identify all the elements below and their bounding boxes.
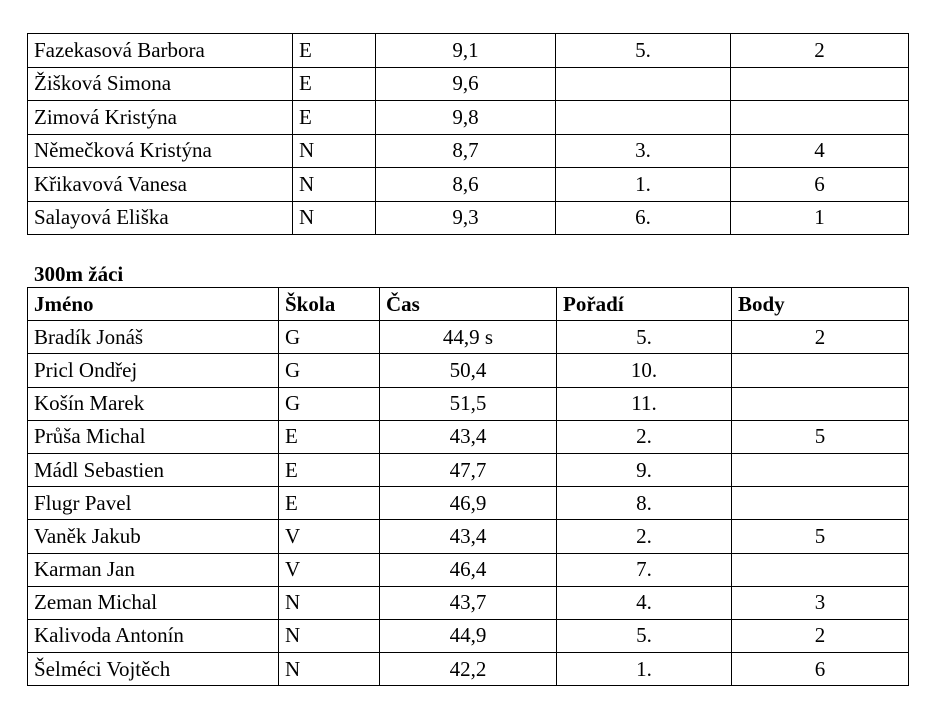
time-value: 42,2 [380,653,557,686]
table-row [28,520,909,553]
school-code: N [279,619,380,652]
table-row [28,67,909,101]
place-value: 6. [556,201,731,235]
table-row [28,619,909,652]
place-value [556,101,731,135]
table-header-row [28,288,909,321]
table-row [28,453,909,486]
school-code: N [279,653,380,686]
athlete-name: Fazekasová Barbora [28,34,293,68]
athlete-name: Zeman Michal [28,586,279,619]
results-table-300m-boys [27,287,909,686]
school-code: G [279,387,380,420]
points-value [731,101,909,135]
school-code: N [293,201,376,235]
time-value: 9,3 [376,201,556,235]
time-value: 8,6 [376,168,556,202]
school-code: E [293,101,376,135]
points-value: 3 [732,586,909,619]
place-value: 7. [557,553,732,586]
place-value: 1. [557,653,732,686]
column-header-points: Body [732,288,909,321]
place-value: 2. [557,420,732,453]
table-row [28,586,909,619]
time-value: 43,4 [380,420,557,453]
points-value: 2 [732,321,909,354]
place-value: 5. [557,619,732,652]
school-code: N [293,168,376,202]
points-value: 6 [732,653,909,686]
time-value: 44,9 [380,619,557,652]
place-value: 5. [556,34,731,68]
athlete-name: Žišková Simona [28,67,293,101]
athlete-name: Karman Jan [28,553,279,586]
time-value: 8,7 [376,134,556,168]
table-row [28,354,909,387]
table-row [28,134,909,168]
place-value: 10. [557,354,732,387]
athlete-name: Křikavová Vanesa [28,168,293,202]
place-value [556,67,731,101]
column-header-name: Jméno [28,288,279,321]
time-value: 44,9 s [380,321,557,354]
athlete-name: Bradík Jonáš [28,321,279,354]
school-code: E [293,67,376,101]
athlete-name: Pricl Ondřej [28,354,279,387]
place-value: 2. [557,520,732,553]
points-value: 2 [732,619,909,652]
table-row [28,487,909,520]
school-code: E [279,453,380,486]
athlete-name: Němečková Kristýna [28,134,293,168]
time-value: 9,1 [376,34,556,68]
points-value: 5 [732,420,909,453]
time-value: 9,6 [376,67,556,101]
points-value: 1 [731,201,909,235]
column-header-time: Čas [380,288,557,321]
points-value: 5 [732,520,909,553]
points-value [732,387,909,420]
time-value: 46,9 [380,487,557,520]
athlete-name: Mádl Sebastien [28,453,279,486]
table-row [28,101,909,135]
results-table-top [27,33,909,235]
school-code: N [293,134,376,168]
athlete-name: Flugr Pavel [28,487,279,520]
school-code: G [279,354,380,387]
points-value [732,553,909,586]
time-value: 47,7 [380,453,557,486]
athlete-name: Košín Marek [28,387,279,420]
athlete-name: Průša Michal [28,420,279,453]
table-row [28,168,909,202]
table-row [28,653,909,686]
place-value: 5. [557,321,732,354]
school-code: V [279,520,380,553]
place-value: 4. [557,586,732,619]
time-value: 43,4 [380,520,557,553]
school-code: E [279,420,380,453]
place-value: 8. [557,487,732,520]
points-value: 4 [731,134,909,168]
athlete-name: Salayová Eliška [28,201,293,235]
athlete-name: Zimová Kristýna [28,101,293,135]
section-title: 300m žáci [34,262,124,286]
place-value: 9. [557,453,732,486]
school-code: V [279,553,380,586]
points-value: 6 [731,168,909,202]
column-header-place: Pořadí [557,288,732,321]
table-row [28,387,909,420]
time-value: 9,8 [376,101,556,135]
school-code: E [279,487,380,520]
athlete-name: Šelméci Vojtěch [28,653,279,686]
points-value [732,453,909,486]
athlete-name: Vaněk Jakub [28,520,279,553]
column-header-school: Škola [279,288,380,321]
points-value [732,487,909,520]
table-row [28,201,909,235]
table-row [28,420,909,453]
school-code: G [279,321,380,354]
time-value: 46,4 [380,553,557,586]
table-row [28,553,909,586]
place-value: 11. [557,387,732,420]
place-value: 3. [556,134,731,168]
table-row [28,34,909,68]
athlete-name: Kalivoda Antonín [28,619,279,652]
place-value: 1. [556,168,731,202]
points-value: 2 [731,34,909,68]
table-row [28,321,909,354]
time-value: 43,7 [380,586,557,619]
points-value [731,67,909,101]
points-value [732,354,909,387]
school-code: E [293,34,376,68]
time-value: 51,5 [380,387,557,420]
time-value: 50,4 [380,354,557,387]
school-code: N [279,586,380,619]
